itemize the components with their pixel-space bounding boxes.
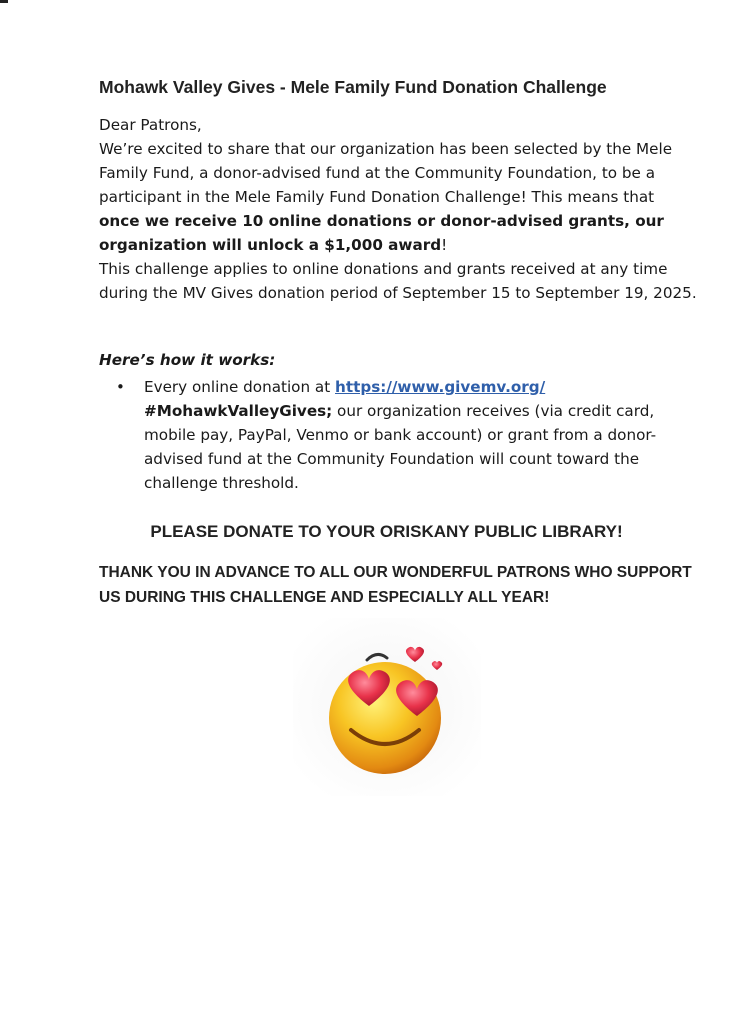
list-item <box>116 375 676 495</box>
intro-end: ! <box>441 236 448 254</box>
how-list <box>116 375 676 495</box>
thank-you-note: THANK YOU IN ADVANCE TO ALL OUR WONDERFUL PATRONS WHO SUPPORT US DURING THIS CHALLENGE AND ESPECIALLY ALL YEAR! <box>99 564 692 606</box>
bullet-icon: • <box>116 378 125 396</box>
bullet-prefix: Every online donation at <box>144 378 336 396</box>
applies-paragraph: This challenge applies to online donations and grants received at any time during the MV Gives donation period of September 15 to September 19, 2025. <box>99 260 697 302</box>
intro-bold: once we receive 10 online donations or donor-advised grants, our organization will unlock a $1,000 award <box>99 212 664 254</box>
hashtag: #MohawkValleyGives; <box>144 402 333 420</box>
heart-eyes-emoji-icon <box>293 618 481 796</box>
greeting: Dear Patrons, <box>99 116 202 134</box>
letter-body <box>99 113 699 305</box>
how-heading: Here’s how it works: <box>99 351 276 369</box>
scan-mark <box>0 0 8 3</box>
bullet-rest: our organization receives (via credit card, mobile pay, PayPal, Venmo or bank account) or grant from a donor-advised fund at the Community Foundation will count toward the challenge threshold. <box>144 402 657 492</box>
page-title: Mohawk Valley Gives - Mele Family Fund Donation Challenge <box>99 77 607 97</box>
intro-text: We’re excited to share that our organization has been selected by the Mele Family Fund, a donor-advised fund at the Community Foundation, to be a participant in the Mele Family Fund Donation Challenge! This means that <box>99 140 673 206</box>
givemv-link[interactable]: https://www.givemv.org/ <box>335 378 546 396</box>
intro-paragraph <box>99 137 699 257</box>
donate-callout: PLEASE DONATE TO YOUR ORISKANY PUBLIC LIBRARY! <box>150 522 623 541</box>
